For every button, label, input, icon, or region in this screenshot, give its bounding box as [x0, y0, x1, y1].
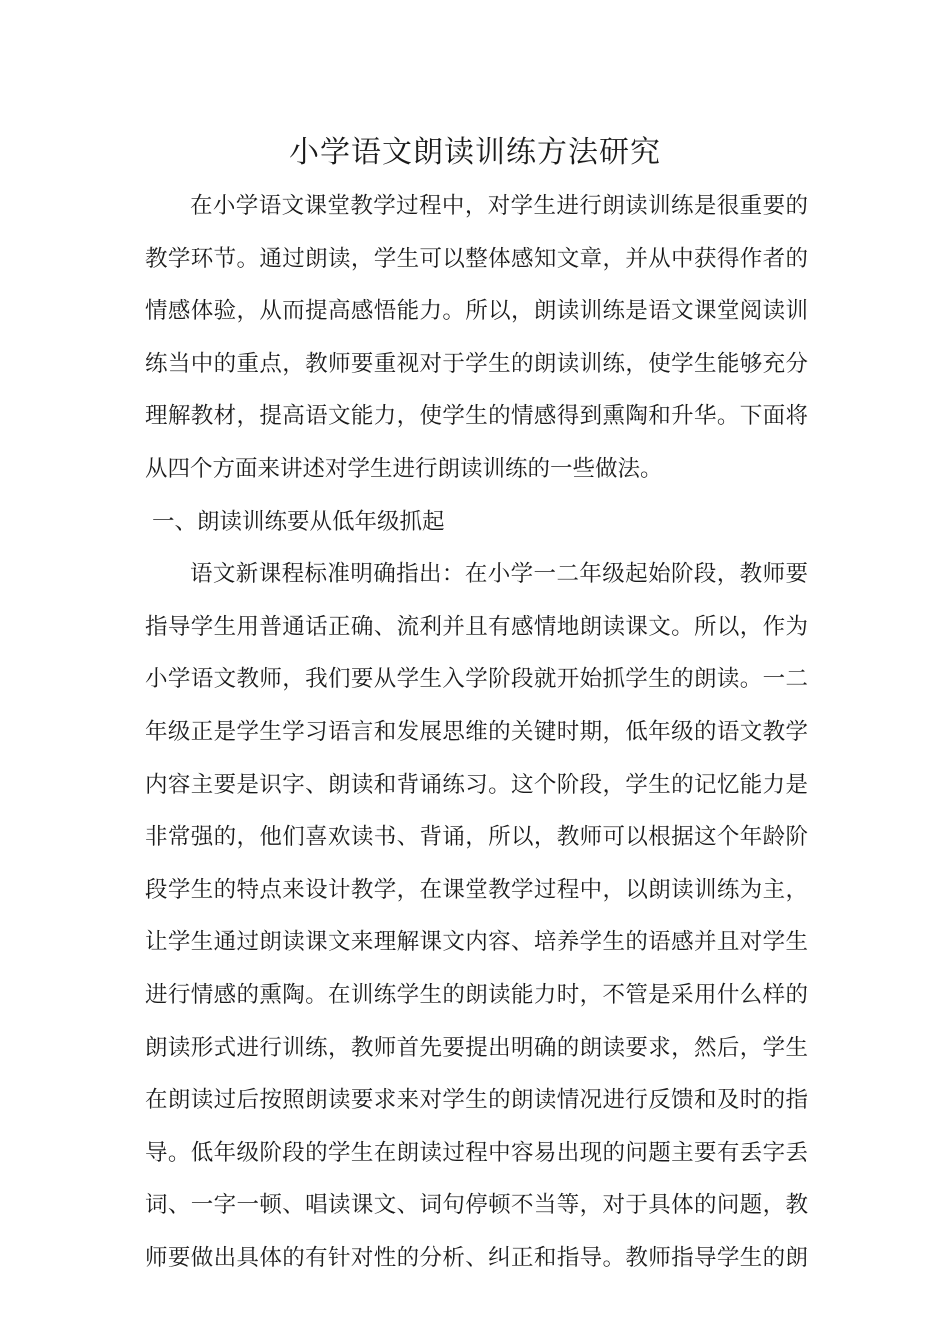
intro-line-4: 练当中的重点，教师要重视对于学生的朗读训练，使学生能够充分 — [145, 350, 808, 377]
section-line-13: 词、一字一顿、唱读课文、词句停顿不当等，对于具体的问题，教 — [145, 1192, 808, 1219]
section-line-12: 导。低年级阶段的学生在朗读过程中容易出现的问题主要有丢字丢 — [145, 1139, 808, 1166]
intro-line-3: 情感体验，从而提高感悟能力。所以，朗读训练是语文课堂阅读训 — [145, 298, 808, 325]
section-line-9: 进行情感的熏陶。在训练学生的朗读能力时，不管是采用什么样的 — [145, 981, 808, 1008]
intro-line-6: 从四个方面来讲述对学生进行朗读训练的一些做法。 — [145, 455, 663, 482]
section-line-5: 内容主要是识字、朗读和背诵练习。这个阶段，学生的记忆能力是 — [145, 771, 808, 798]
section-heading: 一、朗读训练要从低年级抓起 — [152, 508, 445, 535]
section-line-3: 小学语文教师，我们要从学生入学阶段就开始抓学生的朗读。一二 — [145, 666, 808, 693]
intro-line-1: 在小学语文课堂教学过程中，对学生进行朗读训练是很重要的 — [190, 193, 808, 219]
document-body — [145, 180, 808, 1284]
section-line-2: 指导学生用普通话正确、流利并且有感情地朗读课文。所以，作为 — [145, 613, 808, 640]
section-line-8: 让学生通过朗读课文来理解课文内容、培养学生的语感并且对学生 — [145, 929, 808, 956]
section-line-14: 师要做出具体的有针对性的分析、纠正和指导。教师指导学生的朗 — [145, 1244, 808, 1271]
section-line-11: 在朗读过后按照朗读要求来对学生的朗读情况进行反馈和及时的指 — [145, 1087, 808, 1114]
section-line-7: 段学生的特点来设计教学，在课堂教学过程中，以朗读训练为主， — [145, 876, 808, 903]
intro-line-5: 理解教材，提高语文能力，使学生的情感得到熏陶和升华。下面将 — [145, 403, 808, 430]
section-line-4: 年级正是学生学习语言和发展思维的关键时期，低年级的语文教学 — [145, 718, 808, 745]
document-title: 小学语文朗读训练方法研究 — [289, 135, 661, 170]
intro-line-2: 教学环节。通过朗读，学生可以整体感知文章，并从中获得作者的 — [145, 245, 808, 272]
section-line-6: 非常强的，他们喜欢读书、背诵，所以，教师可以根据这个年龄阶 — [145, 824, 808, 851]
section-line-10: 朗读形式进行训练，教师首先要提出明确的朗读要求，然后，学生 — [145, 1034, 808, 1061]
section-line-1: 语文新课程标准明确指出：在小学一二年级起始阶段，教师要 — [190, 561, 808, 588]
